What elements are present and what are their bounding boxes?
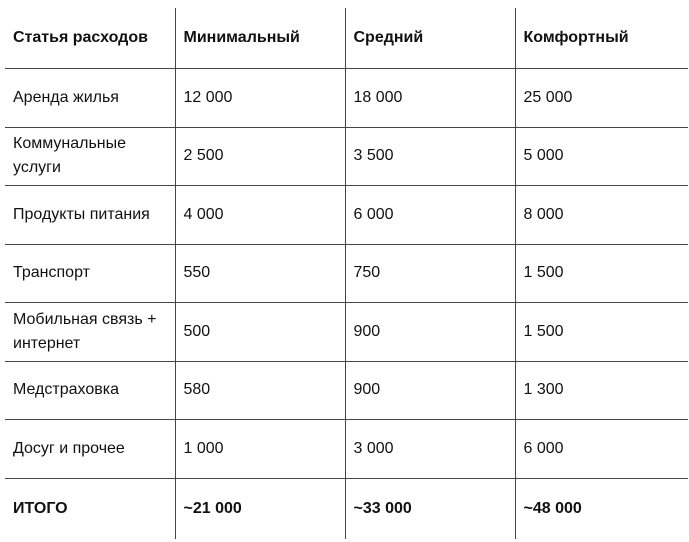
cell-minimal: 550 bbox=[175, 244, 345, 303]
cell-item: Продукты питания bbox=[5, 186, 175, 245]
table-header-row bbox=[5, 8, 688, 69]
cell-item: Коммунальные услуги bbox=[5, 127, 175, 186]
cell-item: Мобильная связь + интернет bbox=[5, 303, 175, 362]
cell-comfortable: 5 000 bbox=[515, 127, 688, 186]
table-row bbox=[5, 361, 688, 420]
cell-item: Медстраховка bbox=[5, 361, 175, 420]
header-minimal: Минимальный bbox=[175, 8, 345, 69]
expense-table bbox=[5, 8, 688, 539]
cell-minimal: 2 500 bbox=[175, 127, 345, 186]
table-row bbox=[5, 127, 688, 186]
cell-comfortable: 1 500 bbox=[515, 303, 688, 362]
cell-average: 750 bbox=[345, 244, 515, 303]
cell-item: Досуг и прочее bbox=[5, 420, 175, 479]
table-row bbox=[5, 186, 688, 245]
cell-average: 3 000 bbox=[345, 420, 515, 479]
total-average: ~33 000 bbox=[345, 478, 515, 539]
cell-minimal: 12 000 bbox=[175, 69, 345, 128]
table-row bbox=[5, 420, 688, 479]
cell-minimal: 580 bbox=[175, 361, 345, 420]
total-minimal: ~21 000 bbox=[175, 478, 345, 539]
cell-item: Транспорт bbox=[5, 244, 175, 303]
cell-minimal: 1 000 bbox=[175, 420, 345, 479]
cell-average: 6 000 bbox=[345, 186, 515, 245]
cell-average: 3 500 bbox=[345, 127, 515, 186]
table-row bbox=[5, 303, 688, 362]
total-label: ИТОГО bbox=[13, 499, 68, 517]
cell-comfortable: 8 000 bbox=[515, 186, 688, 245]
table-total-row bbox=[5, 478, 688, 539]
cell-minimal: 4 000 bbox=[175, 186, 345, 245]
header-expense-item: Статья расходов bbox=[5, 8, 175, 69]
cell-comfortable: 1 500 bbox=[515, 244, 688, 303]
table-row bbox=[5, 69, 688, 128]
header-comfortable: Комфортный bbox=[515, 8, 688, 69]
cell-average: 18 000 bbox=[345, 69, 515, 128]
cell-item: Аренда жилья bbox=[5, 69, 175, 128]
cell-comfortable: 1 300 bbox=[515, 361, 688, 420]
table-row bbox=[5, 244, 688, 303]
cell-comfortable: 25 000 bbox=[515, 69, 688, 128]
header-average: Средний bbox=[345, 8, 515, 69]
cell-comfortable: 6 000 bbox=[515, 420, 688, 479]
cell-average: 900 bbox=[345, 361, 515, 420]
cell-minimal: 500 bbox=[175, 303, 345, 362]
cell-average: 900 bbox=[345, 303, 515, 362]
total-comfortable: ~48 000 bbox=[515, 478, 688, 539]
